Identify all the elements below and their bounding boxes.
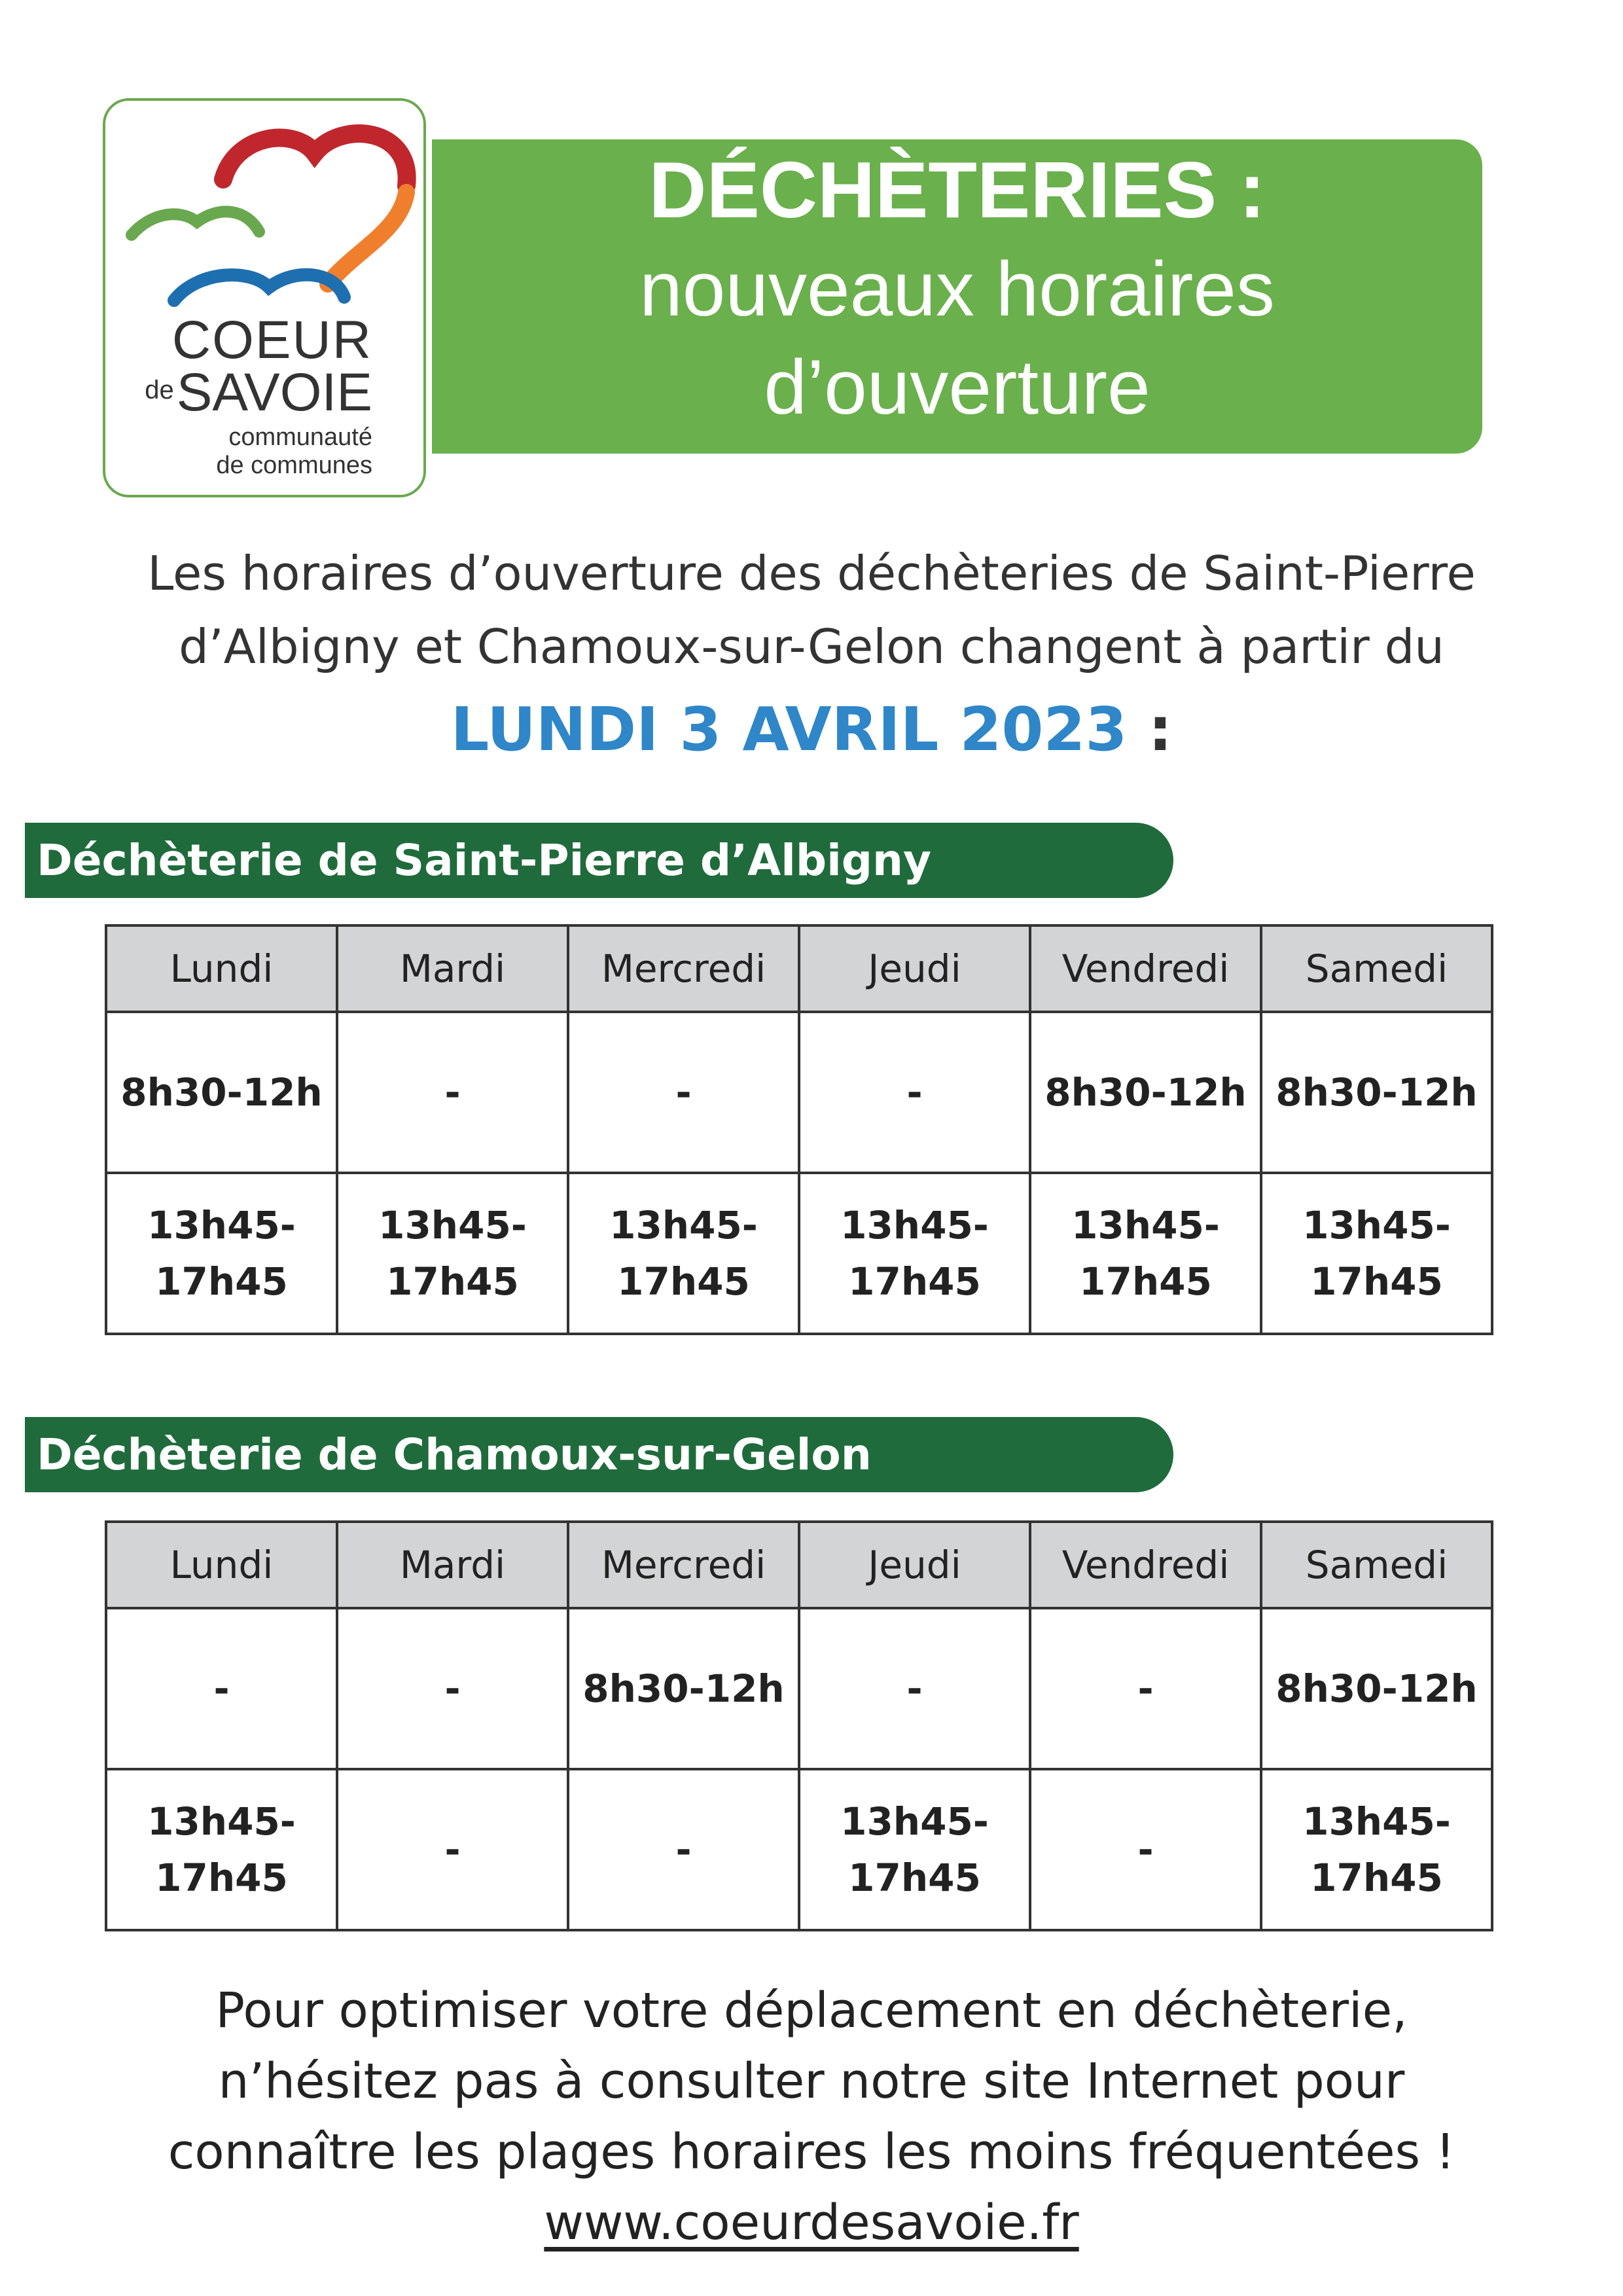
- page-title: DÉCHÈTERIES :: [649, 145, 1266, 234]
- hours-end: 17h45: [1310, 1259, 1443, 1304]
- hours-end: 17h45: [1079, 1259, 1212, 1304]
- day-header: Mercredi: [568, 1522, 799, 1608]
- logo-savoie-word: SAVOIE: [176, 363, 372, 422]
- hours-cell: [106, 1769, 337, 1930]
- day-header: Lundi: [106, 1522, 337, 1608]
- hours-cell: 8h30-12h: [1261, 1608, 1492, 1769]
- day-header: Mardi: [337, 1522, 568, 1608]
- hours-cell: 8h30-12h: [106, 1012, 337, 1173]
- hours-cell: [799, 1173, 1030, 1334]
- hours-start: 13h45-: [609, 1203, 758, 1247]
- hours-cell: [1261, 1769, 1492, 1930]
- hours-start: 13h45-: [147, 1203, 296, 1247]
- intro-line-1: Les horaires d’ouverture des déchèteries de Saint-Pierre: [147, 546, 1476, 601]
- day-header: Jeudi: [799, 1522, 1030, 1608]
- table-row-morning: [106, 1012, 1492, 1173]
- hours-cell: [1261, 1173, 1492, 1334]
- hours-cell: -: [799, 1012, 1030, 1173]
- hours-end: 17h45: [617, 1259, 750, 1304]
- table-row-morning: [106, 1608, 1492, 1769]
- hours-cell: [106, 1173, 337, 1334]
- hours-cell: -: [106, 1608, 337, 1769]
- hours-cell: [1030, 1769, 1261, 1930]
- page-subtitle-line2: d’ouverture: [764, 344, 1150, 431]
- day-header: Vendredi: [1030, 1522, 1261, 1608]
- footer-line-1: Pour optimiser votre déplacement en déchèterie,: [215, 1982, 1408, 2039]
- hours-closed: -: [1137, 1827, 1154, 1872]
- logo-de-text: de: [145, 376, 174, 404]
- hours-cell: [1030, 1173, 1261, 1334]
- website-link[interactable]: www.coeurdesavoie.fr: [544, 2195, 1079, 2251]
- table-row-afternoon: [106, 1173, 1492, 1334]
- logo-de-communes-text: de communes: [216, 452, 372, 479]
- hours-start: 13h45-: [147, 1799, 296, 1844]
- hours-cell: 8h30-12h: [1030, 1012, 1261, 1173]
- hours-start: 13h45-: [1302, 1799, 1451, 1844]
- hours-cell: -: [568, 1012, 799, 1173]
- heart-logo-icon: [105, 101, 429, 317]
- hours-start: 13h45-: [840, 1799, 989, 1844]
- logo: [103, 98, 426, 497]
- day-header: Samedi: [1261, 1522, 1492, 1608]
- effective-date-colon: :: [1148, 694, 1173, 764]
- logo-coeur-text: COEUR: [171, 310, 372, 370]
- hours-cell: [568, 1173, 799, 1334]
- hours-closed: -: [675, 1827, 692, 1872]
- footer-line-3: connaître les plages horaires les moins fréquentées !: [168, 2124, 1455, 2180]
- table-header-row: [106, 925, 1492, 1012]
- hours-end: 17h45: [155, 1856, 288, 1900]
- hours-cell: 8h30-12h: [568, 1608, 799, 1769]
- hours-cell: -: [1030, 1608, 1261, 1769]
- hours-end: 17h45: [155, 1259, 288, 1304]
- hours-end: 17h45: [848, 1259, 981, 1304]
- hours-cell: [337, 1173, 568, 1334]
- section-header-saint-pierre: Déchèterie de Saint-Pierre d’Albigny: [25, 823, 1173, 898]
- day-header: Vendredi: [1030, 925, 1261, 1012]
- day-header: Mardi: [337, 925, 568, 1012]
- hours-start: 13h45-: [1302, 1203, 1451, 1247]
- day-header: Lundi: [106, 925, 337, 1012]
- hours-end: 17h45: [386, 1259, 519, 1304]
- hours-cell: -: [337, 1608, 568, 1769]
- hours-cell: 8h30-12h: [1261, 1012, 1492, 1173]
- hours-end: 17h45: [848, 1856, 981, 1900]
- page-subtitle-line1: nouveaux horaires: [639, 246, 1275, 332]
- day-header: Samedi: [1261, 925, 1492, 1012]
- hours-end: 17h45: [1310, 1856, 1443, 1900]
- hours-cell: -: [337, 1012, 568, 1173]
- table-row-afternoon: [106, 1769, 1492, 1930]
- schedule-table-chamoux: [105, 1520, 1493, 1931]
- hours-start: 13h45-: [378, 1203, 527, 1247]
- table-header-row: [106, 1522, 1492, 1608]
- effective-date: [65, 687, 1558, 772]
- hours-cell: [568, 1769, 799, 1930]
- logo-savoie-text: [145, 363, 372, 422]
- hours-closed: -: [444, 1827, 461, 1872]
- intro-line-2: d’Albigny et Chamoux-sur-Gelon changent à partir du: [179, 619, 1444, 674]
- day-header: Mercredi: [568, 925, 799, 1012]
- footer-line-2: n’hésitez pas à consulter notre site Internet pour: [218, 2053, 1405, 2109]
- hours-start: 13h45-: [840, 1203, 989, 1247]
- section-header-chamoux: Déchèterie de Chamoux-sur-Gelon: [25, 1417, 1173, 1492]
- hours-cell: [799, 1769, 1030, 1930]
- day-header: Jeudi: [799, 925, 1030, 1012]
- hours-start: 13h45-: [1071, 1203, 1220, 1247]
- hours-cell: -: [799, 1608, 1030, 1769]
- logo-communaute-text: communauté: [228, 423, 372, 451]
- effective-date-text: LUNDI 3 AVRIL 2023: [450, 694, 1128, 764]
- schedule-table-saint-pierre: [105, 924, 1493, 1335]
- hours-cell: [337, 1769, 568, 1930]
- title-banner: [432, 139, 1482, 454]
